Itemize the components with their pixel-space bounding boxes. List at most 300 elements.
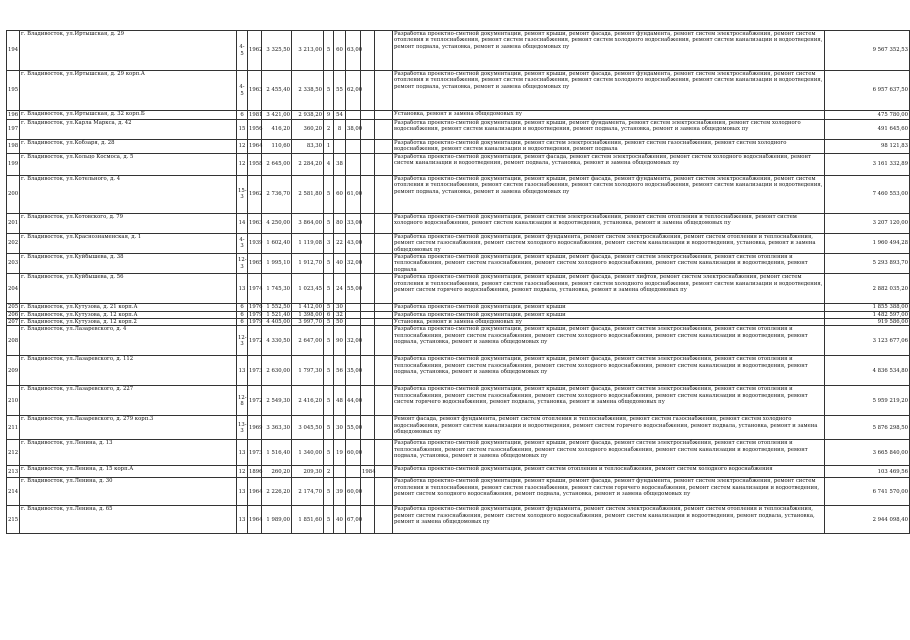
table-row [7,311,910,318]
cell-last-repair-year [361,120,375,140]
cell-work-types: Разработка проектно-сметной документации, ремонт крыши, ремонт фасада, ремонт систем электроснабжения, ремонт систем отопления и теплоснабжения, ремонт систем газоснабжения, ремонт систем холодного водоснабжения, ремонт систем канализации и водоотведения, ремонт систем горячего водоснабжения, ремонт подвала, установка, ремонт и замена общедомовых пу [393,386,825,416]
table-row [7,274,910,304]
cell-apartments: 39 [334,478,346,506]
cell-living-area: 2 416,20 [292,386,324,416]
cell-total-area: 2 549,30 [262,386,292,416]
cell-wear-percent: 32,00 [346,254,361,274]
table-row [7,111,910,120]
cell-living-area: 2 338,50 [292,71,324,111]
cell-address: г. Владивосток, ул.Ленина, д. 30 [20,478,237,506]
cell-cost: 919 586,00 [825,319,910,326]
cell-address: г. Владивосток, ул.Лазаревского, д. 112 [20,356,237,386]
cell-work-types: Разработка проектно-сметной документации, ремонт фасада, ремонт систем электроснабжения, ремонт систем холодного водоснабжения, ремонт систем канализации и водоотведения, ремонт подвала, установка, ремонт и замена общедомовых пу [393,153,825,175]
cell-work-types: Разработка проектно-сметной документации, ремонт крыши, ремонт фасада, ремонт фундамента, ремонт систем электроснабжения, ремонт систем отопления и теплоснабжения, ремонт систем газоснабжения, ремонт систем холодного водоснабжения, ремонт систем канализации и водоотведения, ремонт подвала, установка, ремонт и замена общедомовых пу [393,175,825,213]
cell-last-repair-year [361,71,375,111]
cell-floors: 5 [324,71,334,111]
cell-year: 1979 [249,319,263,326]
cell-extra [375,478,393,506]
cell-work-types: Разработка проектно-сметной документации, ремонт крыши, ремонт фасада, ремонт фундамента, ремонт систем электроснабжения, ремонт систем отопления и теплоснабжения, ремонт систем газоснабжения, ремонт систем холодного водоснабжения, ремонт систем канализации и водоотведения, ремонт подвала, установка, ремонт и замена общедомовых пу [393,31,825,71]
cell-last-repair-year [361,153,375,175]
cell-last-repair-year [361,175,375,213]
cell-floors: 5 [324,506,334,534]
table-row [7,233,910,253]
cell-last-repair-year [361,274,375,304]
cell-extra [375,111,393,120]
cell-address: г. Владивосток, ул.Лазаревского, д. 227 [20,386,237,416]
cell-floors: 5 [324,386,334,416]
cell-year: 1964 [248,478,262,506]
cell-last-repair-year [361,31,375,71]
cell-apartments: 24 [334,274,346,304]
cell-apartments [334,466,346,478]
cell-cost: 4 836 534,80 [825,356,910,386]
cell-work-types: Разработка проектно-сметной документации, ремонт фундамента, ремонт систем электроснабжения, ремонт систем отопления и теплоснабжения, ремонт систем газоснабжения, ремонт систем холодного водоснабжения, ремонт систем канализации и водоотведения, ремонт подвала, установка, ремонт и замена общедомовых пу [393,506,825,534]
cell-series: 12-3 [237,326,248,356]
cell-last-repair-year [361,440,375,466]
cell-address: г. Владивосток, ул.Ленина, д. 15 корп.А [20,466,237,478]
cell-year: 1962 [248,31,262,71]
table-row [7,326,910,356]
cell-series: 12-8 [237,386,248,416]
table-row [7,506,910,534]
table-row [7,153,910,175]
cell-row-number: 197 [7,120,20,140]
cell-row-number: 206 [8,311,19,318]
table-row [7,356,910,386]
cell-wear-percent: 43,00 [346,233,361,253]
cell-series: 6 [237,311,248,318]
cell-last-repair-year [361,311,375,318]
cell-extra [375,71,393,111]
cell-last-repair-year [361,111,375,120]
cell-total-area: 260,20 [262,466,292,478]
cell-work-types: Разработка проектно-сметной документации, ремонт крыши, ремонт фасада, ремонт систем электроснабжения, ремонт систем отопления и теплоснабжения, ремонт систем газоснабжения, ремонт систем холодного водоснабжения, ремонт систем канализации и водоотведения, ремонт подвала, установка, ремонт и замена общедомовых пу [393,440,825,466]
cell-total-area: 1 552,50 [262,304,292,311]
cell-wear-percent: 60,00 [346,440,361,466]
cell-extra [375,233,393,253]
cell-apartments: 60 [334,175,346,213]
cell-last-repair-year [361,254,375,274]
table-row [7,140,910,154]
cell-living-area: 2 938,20 [292,111,324,120]
cell-apartments [334,140,346,154]
cell-total-area: 3 363,30 [262,416,292,440]
cell-row-number: 196 [8,111,19,118]
cell-total-area: 4 405,00 [262,319,292,326]
cell-living-area: 1 851,60 [292,506,324,534]
cell-cost: 5 293 893,70 [825,254,910,274]
cell-extra [375,506,393,534]
cell-series: 15 [237,120,248,140]
cell-cost: 9 567 352,53 [825,31,910,71]
cell-work-types: Разработка проектно-сметной документации, ремонт крыши, ремонт фасада, ремонт систем электроснабжения, ремонт систем отопления и теплоснабжения, ремонт систем газоснабжения, ремонт систем холодного водоснабжения, ремонт систем канализации и водоотведения, ремонт подвала, установка, ремонт и замена общедомовых пу [393,356,825,386]
cell-last-repair-year [361,319,375,326]
cell-apartments: 54 [334,111,346,120]
cell-extra [375,440,393,466]
cell-row-number: 205 [8,304,19,311]
cell-total-area: 1 989,00 [262,506,292,534]
cell-total-area: 1 745,30 [262,274,292,304]
cell-extra [375,356,393,386]
cell-last-repair-year [361,478,375,506]
cell-wear-percent: 62,00 [346,71,361,111]
cell-extra [375,254,393,274]
cell-total-area: 3 325,50 [262,31,292,71]
cell-apartments: 80 [334,213,346,233]
cell-wear-percent: 33,00 [346,213,361,233]
cell-floors: 5 [324,478,334,506]
cell-work-types: Разработка проектно-сметной документации, ремонт крыши, ремонт фасада, ремонт систем электроснабжения, ремонт систем отопления и теплоснабжения, ремонт систем газоснабжения, ремонт систем холодного водоснабжения, ремонт систем канализации и водоотведения, ремонт подвала, установка, ремонт и замена общедомовых пу [393,326,825,356]
cell-last-repair-year [361,386,375,416]
cell-living-area: 209,30 [292,466,324,478]
cell-year: 1973 [248,440,262,466]
cell-work-types: Ремонт фасада, ремонт фундамента, ремонт систем отопления и теплоснабжения, ремонт систем газоснабжения, ремонт систем холодного водоснабжения, ремонт систем канализации и водоотведения, ремонт систем горячего водоснабжения, ремонт подвала, установка, ремонт и замена общедомовых пу [393,416,825,440]
cell-total-area: 4 330,50 [262,326,292,356]
cell-address: г. Владивосток, ул.Ленина, д. 13 [20,440,237,466]
cell-year: 1976 [249,304,263,311]
cell-series: 4-5 [237,31,248,71]
cell-apartments: 30 [334,416,346,440]
cell-address: г. Владивосток, ул.Кутузова, д. 12 корп.А [20,311,237,318]
cell-extra [375,311,393,318]
cell-row-number: 204 [7,274,20,304]
cell-wear-percent [346,111,361,120]
cell-address: г. Владивосток, ул.Кольцо Космоса, д. 5 [20,153,237,175]
cell-cost: 3 123 677,06 [825,326,910,356]
cell-extra [375,213,393,233]
cell-apartments: 60 [334,31,346,71]
cell-series: 4-5 [237,71,248,111]
cell-work-types: Разработка проектно-сметной документации, ремонт крыши [393,304,825,311]
cell-apartments: 30 [334,304,346,311]
cell-living-area: 1 023,45 [292,274,324,304]
cell-floors: 5 [324,440,334,466]
cell-address: г. Владивосток, ул.Иртышская, д. 32 корп.Б [20,111,237,120]
cell-wear-percent [346,304,361,311]
table-row [7,213,910,233]
cell-year: 1963 [248,213,262,233]
cell-year: 1896 [248,466,262,478]
cell-wear-percent [346,319,361,326]
cell-row-number: 201 [7,213,20,233]
cell-apartments: 40 [334,254,346,274]
cell-series: 6 [237,111,248,120]
cell-living-area: 3 213,00 [292,31,324,71]
cell-wear-percent: 38,00 [346,120,361,140]
cell-year: 1981 [249,111,263,118]
cell-extra [375,140,393,154]
cell-living-area: 83,30 [292,140,324,154]
cell-living-area: 1 398,00 [292,311,324,318]
cell-address: г. Владивосток, ул.Куйбышева, д. 56 [20,274,237,304]
cell-series: 13 [237,356,248,386]
cell-total-area: 3 421,00 [262,111,292,120]
cell-cost: 6 741 570,00 [825,478,910,506]
cell-row-number: 213 [7,466,20,478]
cell-work-types: Разработка проектно-сметной документации, ремонт систем электроснабжения, ремонт систем отопления и теплоснабжения, ремонт систем холодного водоснабжения, ремонт систем канализации и водоотведения, установка, ремонт и замена общедомовых пу [393,213,825,233]
cell-cost: 2 944 098,40 [825,506,910,534]
cell-row-number: 208 [7,326,20,356]
cell-series: 13 [237,274,248,304]
table-row [7,71,910,111]
cell-row-number: 212 [7,440,20,466]
cell-work-types: Установка, ремонт и замена общедомовых пу [393,111,825,120]
cell-floors: 5 [324,416,334,440]
cell-work-types: Разработка проектно-сметной документации, ремонт фундамента, ремонт систем электроснабжения, ремонт систем отопления и теплоснабжения, ремонт систем газоснабжения, ремонт систем холодного водоснабжения, ремонт систем канализации и водоотведения, установка, ремонт и замена общедомовых пу [393,233,825,253]
cell-row-number: 215 [7,506,20,534]
cell-wear-percent: 55,00 [346,416,361,440]
cell-address: г. Владивосток, ул.Кобзаря, д. 28 [20,140,237,154]
table-row [7,319,910,326]
cell-work-types: Разработка проектно-сметной документации, ремонт систем электроснабжения, ремонт систем газоснабжения, ремонт систем холодного водоснабжения, ремонт систем канализации и водоотведения, ремонт подвала [393,140,825,154]
cell-wear-percent: 67,00 [346,506,361,534]
cell-year: 1964 [248,140,262,154]
cell-total-area: 2 630,00 [262,356,292,386]
table-row [7,478,910,506]
cell-series: 6 [237,319,248,326]
cell-last-repair-year [361,356,375,386]
cell-wear-percent [346,140,361,154]
cell-last-repair-year [361,304,375,311]
cell-last-repair-year [361,506,375,534]
cell-last-repair-year [361,233,375,253]
cell-cost: 1 855 388,00 [825,304,910,311]
table-row [7,254,910,274]
cell-extra [375,319,393,326]
cell-row-number: 194 [7,31,20,71]
cell-total-area: 1 521,40 [262,311,292,318]
cell-address: г. Владивосток, ул.Краснознаменская, д. 1 [20,233,237,253]
cell-extra [375,120,393,140]
cell-apartments: 50 [334,319,346,326]
cell-wear-percent: 55,00 [346,274,361,304]
cell-floors: 5 [324,304,334,311]
cell-living-area: 360,20 [292,120,324,140]
cell-row-number: 210 [7,386,20,416]
cell-cost: 7 460 553,00 [825,175,910,213]
cell-last-repair-year [361,416,375,440]
cell-wear-percent [346,466,361,478]
cell-total-area: 4 250,00 [262,213,292,233]
cell-wear-percent [346,311,361,318]
cell-floors: 1 [324,140,334,154]
cell-row-number: 209 [7,356,20,386]
cell-floors: 2 [324,120,334,140]
table-row [7,416,910,440]
cell-series: 6 [237,304,248,311]
cell-extra [375,326,393,356]
table-row [7,386,910,416]
cell-floors: 9 [324,111,334,120]
cell-living-area: 1 912,70 [292,254,324,274]
cell-series: 12 [237,466,248,478]
cell-year: 1974 [248,274,262,304]
cell-year: 1939 [248,233,262,253]
cell-row-number: 202 [7,233,20,253]
cell-address: г. Владивосток, ул.Иртышская, д. 29 корп.А [20,71,237,111]
cell-extra [375,304,393,311]
cell-work-types: Разработка проектно-сметной документации, ремонт крыши, ремонт фасада, ремонт фундамента, ремонт систем электроснабжения, ремонт систем отопления и теплоснабжения, ремонт систем газоснабжения, ремонт систем холодного водоснабжения, ремонт систем канализации и водоотведения, ремонт подвала, установка, ремонт и замена общедомовых пу [393,71,825,111]
table-body [7,31,910,534]
document-page [6,30,908,534]
cell-series: 13 [237,440,248,466]
cell-apartments: 40 [334,506,346,534]
cell-series: 13 [237,506,248,534]
cell-address: г. Владивосток, ул.Котельного, д. 4 [20,175,237,213]
cell-wear-percent: 35,00 [346,356,361,386]
cell-series: 13 [237,478,248,506]
cell-series: 12 [237,140,248,154]
cell-living-area: 2 174,70 [292,478,324,506]
table-row [7,120,910,140]
cell-total-area: 1 602,40 [262,233,292,253]
cell-address: г. Владивосток, ул.Лазаревского, д. 4 [20,326,237,356]
cell-last-repair-year [361,140,375,154]
cell-total-area: 1 995,10 [262,254,292,274]
cell-cost: 475 780,00 [825,111,910,120]
cell-row-number: 203 [7,254,20,274]
cell-apartments: 38 [334,153,346,175]
cell-living-area: 3 864,00 [292,213,324,233]
cell-extra [375,31,393,71]
cell-total-area: 2 736,70 [262,175,292,213]
cell-cost: 5 959 219,20 [825,386,910,416]
cell-floors: 3 [324,233,334,253]
cell-series: 12-3 [237,254,248,274]
cell-address: г. Владивосток, ул.Карла Маркса, д. 42 [20,120,237,140]
cell-extra [375,153,393,175]
cell-floors: 5 [324,356,334,386]
cell-living-area: 2 647,00 [292,326,324,356]
cell-wear-percent: 44,00 [346,386,361,416]
cell-cost: 2 882 035,20 [825,274,910,304]
cell-year: 1956 [248,120,262,140]
cell-apartments: 56 [334,356,346,386]
cell-work-types: Разработка проектно-сметной документации, ремонт систем отопления и теплоснабжения, ремонт систем холодного водоснабжения [393,466,825,478]
cell-wear-percent: 32,00 [346,326,361,356]
cell-floors: 2 [324,466,334,478]
cell-living-area: 1 412,00 [292,304,324,311]
cell-wear-percent: 60,00 [346,478,361,506]
cell-floors: 6 [324,311,334,318]
cell-wear-percent: 61,00 [346,175,361,213]
cell-living-area: 2 581,80 [292,175,324,213]
cell-floors: 5 [324,274,334,304]
cell-living-area: 1 797,30 [292,356,324,386]
cell-floors: 4 [324,153,334,175]
cell-address: г. Владивосток, ул.Кутузова, д. 12 корп.2 [20,319,237,326]
cell-row-number: 195 [7,71,20,111]
cell-work-types: Разработка проектно-сметной документации, ремонт крыши, ремонт фундамента, ремонт систем электроснабжения, ремонт систем холодного водоснабжения, ремонт систем канализации и водоотведения, ремонт подвала, установка, ремонт и замена общедомовых пу [393,120,825,140]
table-row [7,440,910,466]
cell-address: г. Владивосток, ул.Ленина, д. 65 [20,506,237,534]
cell-cost: 3 665 840,00 [825,440,910,466]
cell-last-repair-year [361,213,375,233]
table-row [7,175,910,213]
cell-total-area: 416,20 [262,120,292,140]
cell-total-area: 2 455,40 [262,71,292,111]
cell-total-area: 110,60 [262,140,292,154]
cell-series: 12 [237,153,248,175]
cell-year: 1969 [248,416,262,440]
cell-last-repair-year: 1984 [361,466,375,478]
cell-row-number: 211 [7,416,20,440]
cell-address: г. Владивосток, ул.Иртышская, д. 29 [20,31,237,71]
cell-year: 1962 [248,175,262,213]
cell-extra [375,386,393,416]
cell-floors: 5 [324,326,334,356]
cell-address: г. Владивосток, ул.Котовского, д. 79 [20,213,237,233]
cell-extra [375,466,393,478]
cell-year: 1958 [248,153,262,175]
cell-cost: 3 207 120,00 [825,213,910,233]
table-row [7,31,910,71]
cell-cost: 1 482 597,00 [825,311,910,318]
cell-work-types: Разработка проектно-сметной документации, ремонт крыши, ремонт фасада, ремонт лифтов, ремонт систем электроснабжения, ремонт систем отопления и теплоснабжения, ремонт систем газоснабжения, ремонт систем холодного водоснабжения, ремонт систем канализации и водоотведения, ремонт систем горячего водоснабжения, ремонт подвала, установка, ремонт и замена общедомовых пу [393,274,825,304]
cell-work-types: Разработка проектно-сметной документации, ремонт крыши, ремонт фасада, ремонт систем электроснабжения, ремонт систем отопления и теплоснабжения, ремонт систем газоснабжения, ремонт систем холодного водоснабжения, ремонт систем канализации и водоотведения, ремонт подвала [393,254,825,274]
cell-extra [375,416,393,440]
cell-wear-percent: 63,00 [346,31,361,71]
cell-series: 15-3 [237,175,248,213]
cell-year: 1979 [249,311,263,318]
cell-wear-percent [346,153,361,175]
cell-row-number: 207 [8,319,19,326]
cell-floors: 5 [324,175,334,213]
cell-floors: 5 [324,254,334,274]
table-row [7,304,910,311]
cell-work-types: Разработка проектно-сметной документации, ремонт крыши [393,311,825,318]
cell-address: г. Владивосток, ул.Лазаревского, д. 279 корп.3 [20,416,237,440]
cell-address: г. Владивосток, ул.Куйбышева, д. 38 [20,254,237,274]
cell-floors: 5 [324,31,334,71]
cell-series: 14 [237,213,248,233]
cell-floors: 5 [324,319,334,326]
cell-apartments: 32 [334,311,346,318]
cell-living-area: 3 045,50 [292,416,324,440]
repair-program-table [6,30,910,534]
cell-year: 1965 [248,254,262,274]
cell-cost: 1 960 494,28 [825,233,910,253]
cell-year: 1972 [248,386,262,416]
cell-extra [375,274,393,304]
cell-address: г. Владивосток, ул.Кутузова, д. 21 корп.А [20,304,237,311]
cell-cost: 103 469,56 [825,466,910,478]
cell-total-area: 2 645,00 [262,153,292,175]
cell-cost: 6 957 637,50 [825,71,910,111]
cell-apartments: 55 [334,71,346,111]
cell-total-area: 1 516,40 [262,440,292,466]
cell-last-repair-year [361,326,375,356]
cell-apartments: 90 [334,326,346,356]
cell-cost: 98 121,83 [825,140,910,154]
cell-row-number: 198 [7,140,20,154]
cell-living-area: 2 284,20 [292,153,324,175]
cell-series: 4-3 [237,233,248,253]
cell-total-area: 2 226,20 [262,478,292,506]
cell-cost: 3 161 332,89 [825,153,910,175]
cell-cost: 491 645,60 [825,120,910,140]
cell-apartments: 8 [334,120,346,140]
cell-row-number: 200 [7,175,20,213]
cell-row-number: 199 [7,153,20,175]
cell-apartments: 19 [334,440,346,466]
cell-row-number: 214 [7,478,20,506]
cell-living-area: 1 119,08 [292,233,324,253]
cell-cost: 5 876 298,50 [825,416,910,440]
cell-year: 1973 [248,356,262,386]
cell-year: 1963 [248,71,262,111]
cell-apartments: 48 [334,386,346,416]
